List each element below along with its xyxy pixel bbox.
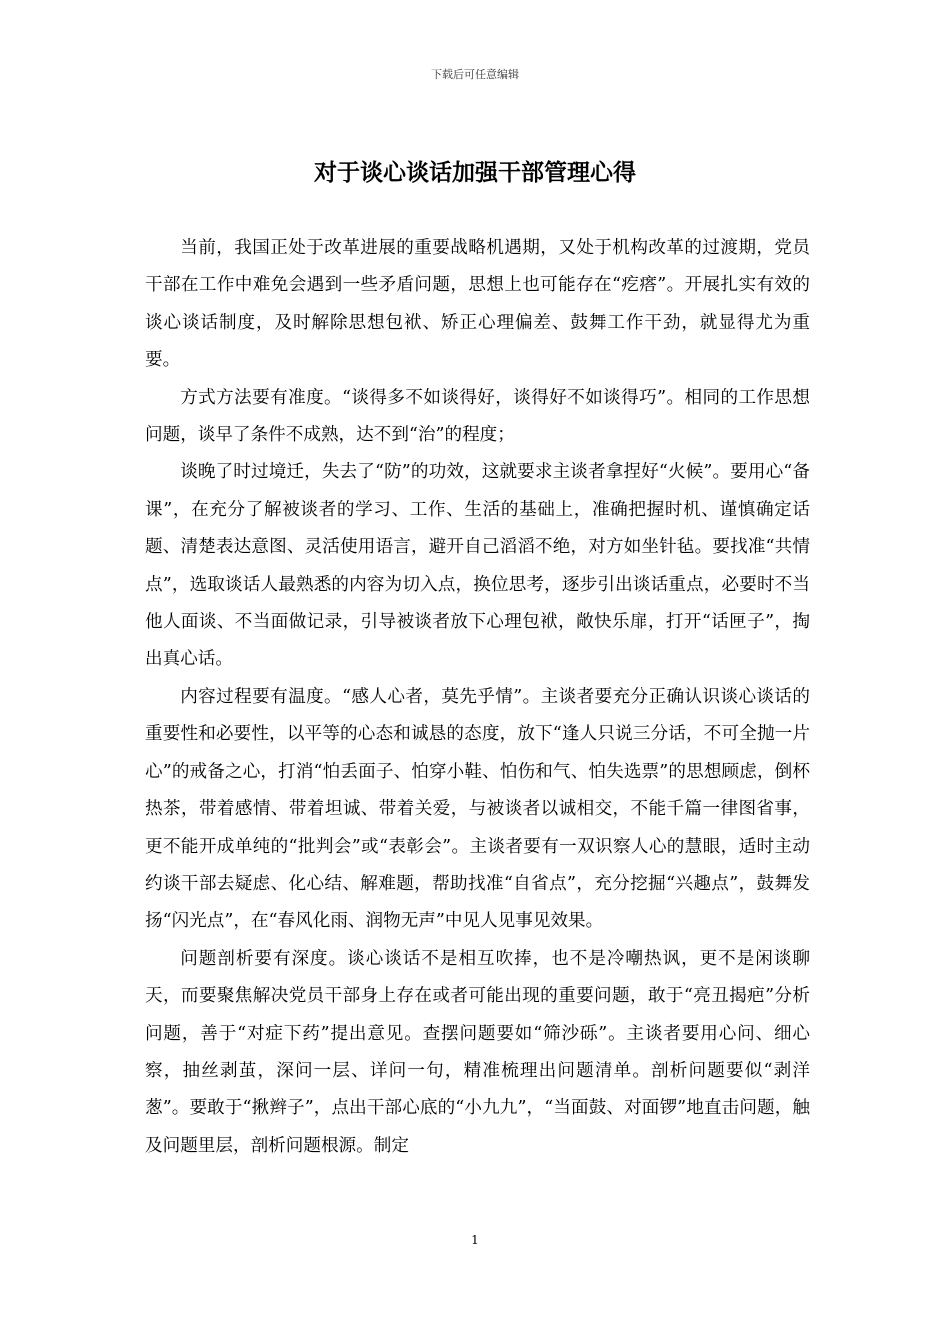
paragraph: 问题剖析要有深度。谈心谈话不是相互吹捧，也不是冷嘲热讽，更不是闲谈聊天，而要聚焦解决党员干部身上存在或者可能出现的重要问题，敢于“亮丑揭疤”分析问题，善于“对症下药”提出意见。查摆问题要如“筛沙砾”。主谈者要用心问、细心察，抽丝剥茧，深问一层、详问一句，精准梳理出问题清单。剖析问题要似“剥洋葱”。要敢于“揪辫子”，点出干部心底的“小九九”，“当面鼓、对面锣”地直击问题，触及问题里层，剖析问题根源。制定 [145, 948, 810, 1156]
paragraph: 谈晚了时过境迁，失去了“防”的功效，这就要求主谈者拿捏好“火候”。要用心“备课”，在充分了解被谈者的学习、工作、生活的基础上，准确把握时机、谨慎确定话题、清楚表达意图、灵活使用语言，避开自己滔滔不绝，对方如坐针毡。要找准“共情点”，选取谈话人最熟悉的内容为切入点，换位思考，逐步引出谈话重点，必要时不当他人面谈、不当面做记录，引导被谈者放下心理包袱，敞快乐扉，打开“话匣子”，掏出真心话。 [145, 462, 810, 670]
paragraph: 方式方法要有准度。“谈得多不如谈得好，谈得好不如谈得巧”。相同的工作思想问题，谈早了条件不成熟，达不到“治”的程度； [145, 387, 810, 446]
paragraph: 内容过程要有温度。“感人心者，莫先乎情”。主谈者要充分正确认识谈心谈话的重要性和必要性，以平等的心态和诚恳的态度，放下“逢人只说三分话，不可全抛一片心”的戒备之心，打消“怕丢面子、怕穿小鞋、怕伤和气、怕失选票”的思想顾虑，倒杯热茶，带着感情、带着坦诚、带着关爱，与被谈者以诚相交，不能千篇一律图省事，更不能开成单纯的“批判会”或“表彰会”。主谈者要有一双识察人心的慧眼，适时主动约谈干部去疑虑、化心结、解难题，帮助找准“自省点”，充分挖掘“兴趣点”，鼓舞发扬“闪光点”，在“春风化雨、润物无声”中见人见事见效果。 [145, 686, 810, 932]
document-body [145, 230, 810, 1165]
page-number: 1 [471, 1233, 479, 1247]
header-note: 下载后可任意编辑 [431, 68, 519, 81]
paragraph: 当前，我国正处于改革进展的重要战略机遇期，又处于机构改革的过渡期，党员干部在工作中难免会遇到一些矛盾问题，思想上也可能存在“疙瘩”。开展扎实有效的谈心谈话制度，及时解除思想包袱、矫正心理偏差、鼓舞工作干劲，就显得尤为重要。 [145, 238, 810, 371]
document-title: 对于谈心谈话加强干部管理心得 [314, 159, 636, 186]
